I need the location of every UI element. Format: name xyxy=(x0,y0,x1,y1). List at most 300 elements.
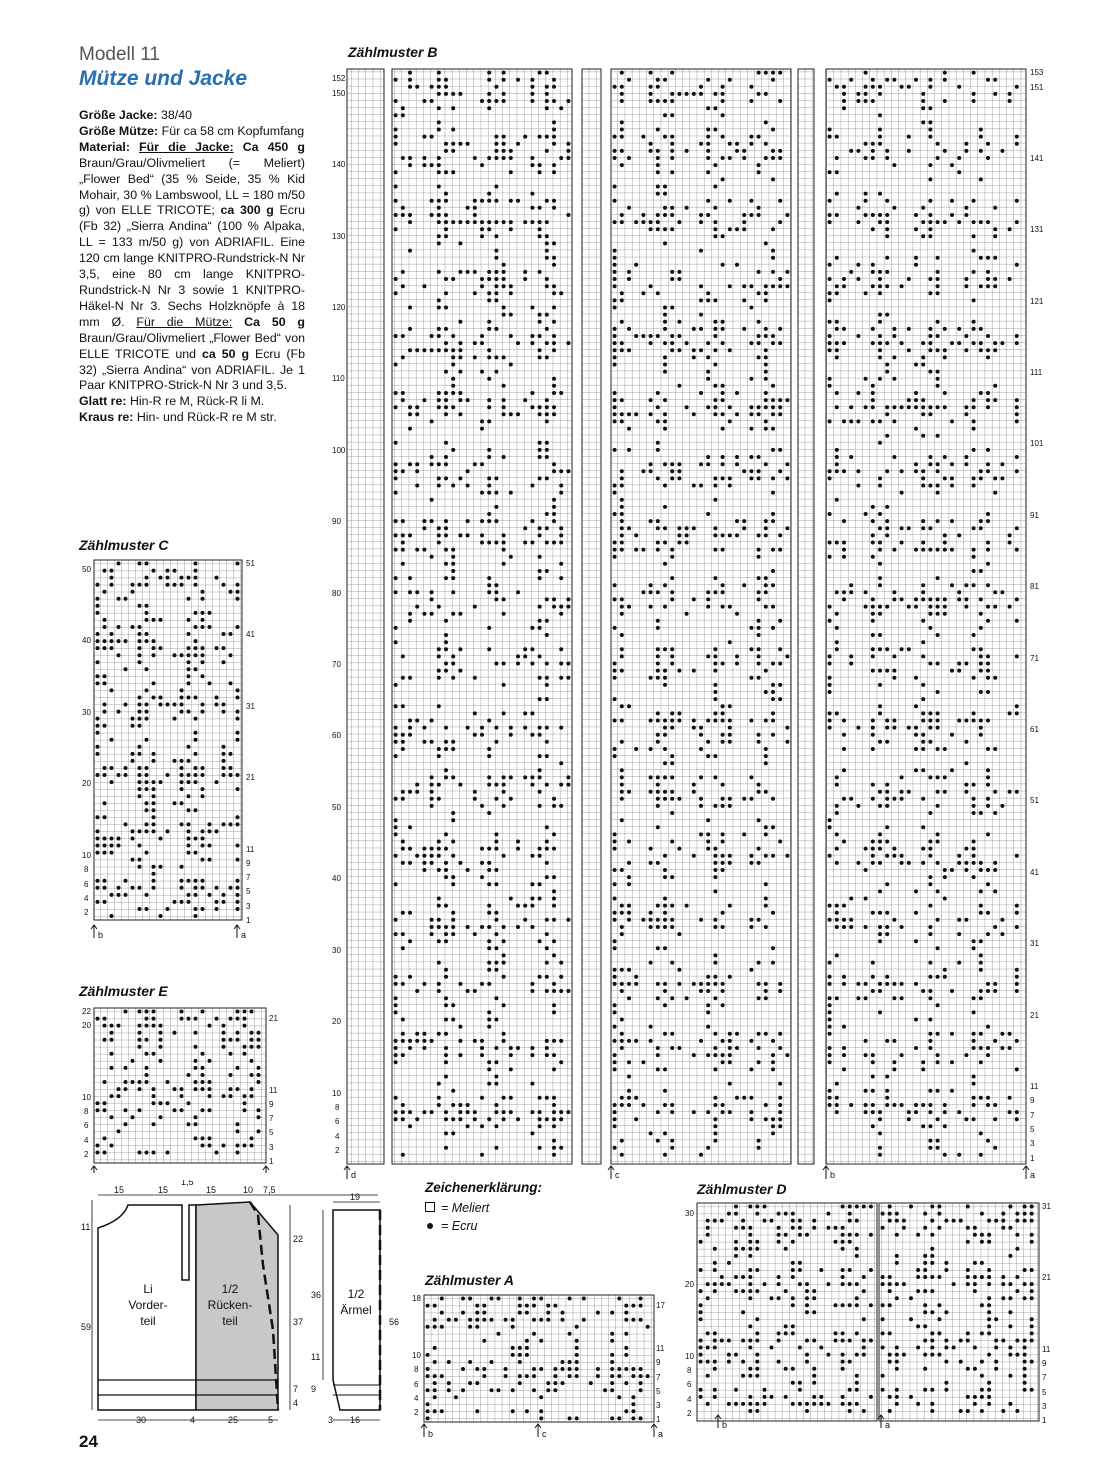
stitch-dot xyxy=(430,719,434,723)
stitch-dot xyxy=(856,99,860,103)
stitch-dot xyxy=(835,498,839,502)
stitch-dot xyxy=(426,1416,430,1420)
stitch-dot xyxy=(1008,605,1012,609)
stitch-dot xyxy=(552,263,556,267)
stitch-dot xyxy=(928,989,932,993)
stitch-dot xyxy=(236,731,240,735)
stitch-dot xyxy=(757,1139,761,1143)
stitch-dot xyxy=(559,291,563,295)
stitch-dot xyxy=(194,731,198,735)
stitch-dot xyxy=(928,220,932,224)
stitch-dot xyxy=(415,854,419,858)
stitch-dot xyxy=(972,875,976,879)
stitch-dot xyxy=(494,142,498,146)
stitch-dot xyxy=(451,1117,455,1121)
garment-schematic xyxy=(78,1180,418,1430)
stitch-dot xyxy=(980,1395,984,1399)
stitch-dot xyxy=(749,405,753,409)
stitch-dot xyxy=(194,808,198,812)
stitch-dot xyxy=(964,847,968,851)
stitch-dot xyxy=(138,773,142,777)
stitch-dot xyxy=(713,953,717,957)
stitch-dot xyxy=(993,227,997,231)
stitch-dot xyxy=(892,355,896,359)
stitch-dot xyxy=(437,78,441,82)
stitch-dot xyxy=(159,914,163,918)
stitch-dot xyxy=(487,719,491,723)
stitch-dot xyxy=(771,448,775,452)
stitch-dot xyxy=(138,696,142,700)
stitch-dot xyxy=(440,1374,444,1378)
stitch-dot xyxy=(656,448,660,452)
stitch-dot xyxy=(394,533,398,537)
stitch-dot xyxy=(620,797,624,801)
stitch-dot xyxy=(871,961,875,965)
stitch-dot xyxy=(964,455,968,459)
stitch-dot xyxy=(777,1226,781,1230)
stitch-dot xyxy=(401,932,405,936)
stitch-dot xyxy=(749,1117,753,1121)
stitch-dot xyxy=(957,861,961,865)
stitch-dot xyxy=(525,1311,529,1315)
stitch-dot xyxy=(208,1094,212,1098)
tick-label: 7 xyxy=(1042,1373,1047,1382)
stitch-dot xyxy=(201,710,205,714)
stitch-dot xyxy=(828,996,832,1000)
stitch-dot xyxy=(721,1053,725,1057)
stitch-dot xyxy=(1015,1289,1019,1293)
stitch-dot xyxy=(408,1110,412,1114)
stitch-dot xyxy=(936,142,940,146)
stitch-dot xyxy=(950,1089,954,1093)
stitch-dot xyxy=(215,1017,219,1021)
stitch-dot xyxy=(545,441,549,445)
stitch-dot xyxy=(401,156,405,160)
stitch-dot xyxy=(828,690,832,694)
stitch-dot xyxy=(964,740,968,744)
stitch-dot xyxy=(124,1080,128,1084)
stitch-dot xyxy=(923,1275,927,1279)
stitch-dot xyxy=(509,1067,513,1071)
stitch-dot xyxy=(145,907,149,911)
stitch-dot xyxy=(864,192,868,196)
stitch-dot xyxy=(993,925,997,929)
stitch-dot xyxy=(208,844,212,848)
stitch-dot xyxy=(458,220,462,224)
stitch-dot xyxy=(798,1388,802,1392)
stitch-dot xyxy=(473,156,477,160)
stitch-dot xyxy=(620,85,624,89)
stitch-dot xyxy=(454,1318,458,1322)
stitch-dot xyxy=(835,783,839,787)
stitch-dot xyxy=(394,441,398,445)
stitch-dot xyxy=(937,1303,941,1307)
stitch-dot xyxy=(986,1053,990,1057)
stitch-dot xyxy=(878,583,882,587)
stitch-dot xyxy=(777,1212,781,1216)
stitch-dot xyxy=(900,982,904,986)
stitch-dot xyxy=(96,745,100,749)
stitch-dot xyxy=(885,790,889,794)
stitch-dot xyxy=(928,85,932,89)
stitch-dot xyxy=(1015,1067,1019,1071)
legend-meliert: = Meliert xyxy=(425,1201,542,1215)
stitch-dot xyxy=(755,1240,759,1244)
stitch-dot xyxy=(959,1339,963,1343)
stitch-dot xyxy=(613,669,617,673)
stitch-dot xyxy=(173,759,177,763)
stitch-dot xyxy=(145,1017,149,1021)
stitch-dot xyxy=(426,1367,430,1371)
stitch-dot xyxy=(487,576,491,580)
dim-label: 11 xyxy=(81,1222,91,1232)
stitch-dot xyxy=(415,1039,419,1043)
stitch-dot xyxy=(677,476,681,480)
stitch-dot xyxy=(236,1087,240,1091)
stitch-dot xyxy=(885,840,889,844)
stitch-dot xyxy=(721,135,725,139)
stitch-dot xyxy=(509,733,513,737)
stitch-dot xyxy=(878,377,882,381)
stitch-dot xyxy=(603,1388,607,1392)
stitch-dot xyxy=(828,1089,832,1093)
stitch-dot xyxy=(964,783,968,787)
stitch-dot xyxy=(881,1303,885,1307)
stitch-dot xyxy=(159,618,163,622)
stitch-dot xyxy=(444,847,448,851)
stitch-dot xyxy=(848,1282,852,1286)
stitch-dot xyxy=(670,348,674,352)
stitch-dot xyxy=(656,1139,660,1143)
stitch-dot xyxy=(771,412,775,416)
stitch-dot xyxy=(222,1024,226,1028)
stitch-dot xyxy=(401,334,405,338)
stitch-dot xyxy=(502,263,506,267)
stitch-dot xyxy=(928,882,932,886)
stitch-dot xyxy=(613,149,617,153)
stitch-dot xyxy=(757,135,761,139)
stitch-dot xyxy=(734,1388,738,1392)
stitch-dot xyxy=(972,320,976,324)
stitch-dot xyxy=(482,1374,486,1378)
stitch-dot xyxy=(663,462,667,466)
stitch-dot xyxy=(784,1331,788,1335)
stitch-dot xyxy=(509,363,513,367)
stitch-dot xyxy=(511,1409,515,1413)
stitch-dot xyxy=(885,719,889,723)
stitch-dot xyxy=(957,156,961,160)
stitch-dot xyxy=(408,733,412,737)
stitch-dot xyxy=(497,1388,501,1392)
stitch-dot xyxy=(222,745,226,749)
stitch-dot xyxy=(523,711,527,715)
stitch-dot xyxy=(763,1205,767,1209)
stitch-dot xyxy=(778,220,782,224)
stitch-dot xyxy=(497,1332,501,1336)
stitch-dot xyxy=(914,78,918,82)
stitch-dot xyxy=(928,177,932,181)
stitch-dot xyxy=(451,569,455,573)
stitch-dot xyxy=(950,548,954,552)
stitch-dot xyxy=(422,982,426,986)
stitch-dot xyxy=(871,847,875,851)
stitch-dot xyxy=(401,548,405,552)
stitch-dot xyxy=(777,1296,781,1300)
stitch-dot xyxy=(502,71,506,75)
stitch-dot xyxy=(458,647,462,651)
stitch-dot xyxy=(634,548,638,552)
stitch-dot xyxy=(936,370,940,374)
stitch-dot xyxy=(523,647,527,651)
stitch-dot xyxy=(763,1219,767,1223)
stitch-dot xyxy=(757,455,761,459)
stitch-dot xyxy=(936,1139,940,1143)
stitch-dot xyxy=(426,1353,430,1357)
stitch-dot xyxy=(394,996,398,1000)
pattern-description: Größe Jacke: 38/40 Größe Mütze: Für ca 58 cm Kopfumfang Material: Für die Jacke: Ca 450 g Braun/Grau/Olivmeliert (= Meliert) „Flower Bed“ (35 % Seide, 35 % Kid Mohair, 30 % Lambswool, LL = 180 m/50 g) von ELLE TRICOTE; ca 300 g Ecru (Fb 32) „Sierra Andina“ (100 % Alpaka, LL = 133 m/50 g) von ADRIAFIL. Eine 120 cm lange KNITPRO-Rundstrick-N Nr 3,5, eine 80 cm lange KNITPRO-Rundstrick-N Nr 3 sowie 1 KNITPRO-Häkel-N Nr 3. Sechs Holzknöpfe à 18 mm Ø. Für die Mütze: Ca 50 g Braun/Grau/Olivmeliert „Flower Bed“ von ELLE TRICOTE und ca 50 g Ecru (Fb 32) „Sierra Andina“ von ADRIAFIL. Je 1 Paar KNITPRO-Strick-N Nr 3 und 3,5. Glatt re: Hin-R re M, Rück-R li M. Kraus re: Hin- und Rück-R re M str. xyxy=(79,108,305,425)
stitch-dot xyxy=(943,1103,947,1107)
stitch-dot xyxy=(986,654,990,658)
stitch-dot xyxy=(828,291,832,295)
stitch-dot xyxy=(613,412,617,416)
stitch-dot xyxy=(487,946,491,950)
stitch-dot xyxy=(692,327,696,331)
stitch-dot xyxy=(864,405,868,409)
stitch-dot xyxy=(878,484,882,488)
stitch-dot xyxy=(433,1388,437,1392)
stitch-dot xyxy=(670,548,674,552)
stitch-dot xyxy=(208,829,212,833)
stitch-dot xyxy=(943,391,947,395)
stitch-dot xyxy=(494,1082,498,1086)
dim-label: 7 xyxy=(293,1384,299,1394)
stitch-dot xyxy=(422,156,426,160)
stitch-dot xyxy=(437,939,441,943)
stitch-dot xyxy=(685,904,689,908)
stitch-dot xyxy=(620,868,624,872)
stitch-dot xyxy=(394,726,398,730)
stitch-dot xyxy=(1015,704,1019,708)
stitch-dot xyxy=(986,1139,990,1143)
stitch-dot xyxy=(928,840,932,844)
stitch-dot xyxy=(663,790,667,794)
stitch-dot xyxy=(1000,918,1004,922)
stitch-dot xyxy=(620,654,624,658)
stitch-dot xyxy=(437,1103,441,1107)
stitch-dot xyxy=(152,1017,156,1021)
stitch-dot xyxy=(509,291,513,295)
stitch-dot xyxy=(835,612,839,616)
tick-label: 9 xyxy=(1030,1096,1035,1105)
stitch-dot xyxy=(215,1151,219,1155)
stitch-dot xyxy=(966,1395,970,1399)
stitch-dot xyxy=(993,78,997,82)
stitch-dot xyxy=(110,1144,114,1148)
stitch-dot xyxy=(545,512,549,516)
stitch-dot xyxy=(487,491,491,495)
stitch-dot xyxy=(892,654,896,658)
stitch-dot xyxy=(458,92,462,96)
dim-label: 11 xyxy=(311,1352,321,1362)
stitch-dot xyxy=(494,249,498,253)
stitch-dot xyxy=(986,156,990,160)
stitch-dot xyxy=(685,526,689,530)
stitch-dot xyxy=(494,491,498,495)
stitch-dot xyxy=(878,804,882,808)
stitch-dot xyxy=(124,1010,128,1014)
stitch-dot xyxy=(721,797,725,801)
stitch-dot xyxy=(757,633,761,637)
stitch-dot xyxy=(194,717,198,721)
stitch-dot xyxy=(663,562,667,566)
stitch-dot xyxy=(229,822,233,826)
stitch-dot xyxy=(487,775,491,779)
stitch-dot xyxy=(764,462,768,466)
stitch-dot xyxy=(748,1226,752,1230)
stitch-dot xyxy=(516,412,520,416)
stitch-dot xyxy=(538,448,542,452)
stitch-dot xyxy=(257,1066,261,1070)
stitch-dot xyxy=(842,469,846,473)
stitch-dot xyxy=(914,227,918,231)
stitch-dot xyxy=(943,476,947,480)
stitch-dot xyxy=(735,391,739,395)
stitch-dot xyxy=(728,975,732,979)
stitch-dot xyxy=(394,975,398,979)
stitch-dot xyxy=(480,804,484,808)
stitch-dot xyxy=(110,893,114,897)
stitch-dot xyxy=(923,1303,927,1307)
stitch-dot xyxy=(110,780,114,784)
stitch-dot xyxy=(502,541,506,545)
stitch-dot xyxy=(706,1233,710,1237)
stitch-dot xyxy=(721,234,725,238)
stitch-dot xyxy=(784,1367,788,1371)
stitch-dot xyxy=(692,526,696,530)
stitch-dot xyxy=(401,533,405,537)
stitch-dot xyxy=(856,996,860,1000)
stitch-dot xyxy=(936,377,940,381)
stitch-dot xyxy=(480,334,484,338)
stitch-dot xyxy=(649,747,653,751)
stitch-dot xyxy=(973,1282,977,1286)
stitch-dot xyxy=(145,611,149,615)
stitch-dot xyxy=(401,1018,405,1022)
stitch-dot xyxy=(620,484,624,488)
stitch-dot xyxy=(957,327,961,331)
stitch-dot xyxy=(828,320,832,324)
stitch-dot xyxy=(987,1402,991,1406)
stitch-dot xyxy=(243,1094,247,1098)
stitch-dot xyxy=(957,220,961,224)
stitch-dot xyxy=(649,398,653,402)
stitch-dot xyxy=(430,597,434,601)
stitch-dot xyxy=(394,548,398,552)
stitch-dot xyxy=(771,548,775,552)
stitch-dot xyxy=(1023,1360,1027,1364)
stitch-dot xyxy=(408,726,412,730)
tick-label: 8 xyxy=(414,1365,419,1374)
stitch-dot xyxy=(921,434,925,438)
stitch-dot xyxy=(631,1395,635,1399)
stitch-dot xyxy=(494,519,498,523)
stitch-dot xyxy=(855,1353,859,1357)
stitch-dot xyxy=(487,783,491,787)
stitch-dot xyxy=(900,469,904,473)
stitch-dot xyxy=(440,1325,444,1329)
stitch-dot xyxy=(145,688,149,692)
stitch-dot xyxy=(771,249,775,253)
stitch-dot xyxy=(936,576,940,580)
stitch-dot xyxy=(986,804,990,808)
stitch-dot xyxy=(538,135,542,139)
stitch-dot xyxy=(871,1060,875,1064)
stitch-dot xyxy=(907,398,911,402)
stitch-dot xyxy=(451,128,455,132)
stitch-dot xyxy=(881,1317,885,1321)
stitch-dot xyxy=(613,135,617,139)
stitch-dot xyxy=(692,726,696,730)
stitch-dot xyxy=(1023,1212,1027,1216)
stitch-dot xyxy=(559,156,563,160)
stitch-dot xyxy=(649,220,653,224)
stitch-dot xyxy=(401,982,405,986)
stitch-dot xyxy=(656,669,660,673)
stitch-dot xyxy=(494,932,498,936)
stitch-dot xyxy=(627,840,631,844)
stitch-dot xyxy=(187,618,191,622)
stitch-dot xyxy=(871,405,875,409)
stitch-dot xyxy=(878,989,882,993)
stitch-dot xyxy=(426,1325,430,1329)
stitch-dot xyxy=(778,405,782,409)
stitch-dot xyxy=(502,1003,506,1007)
tick-label: 11 xyxy=(269,1086,278,1095)
stitch-dot xyxy=(878,476,882,480)
stitch-dot xyxy=(885,220,889,224)
stitch-dot xyxy=(986,277,990,281)
stitch-dot xyxy=(487,982,491,986)
stitch-dot xyxy=(888,1289,892,1293)
stitch-dot xyxy=(656,861,660,865)
stitch-dot xyxy=(721,455,725,459)
stitch-dot xyxy=(757,626,761,630)
stitch-dot xyxy=(437,156,441,160)
stitch-dot xyxy=(437,847,441,851)
stitch-dot xyxy=(422,1032,426,1036)
stitch-dot xyxy=(878,740,882,744)
stitch-dot xyxy=(494,1124,498,1128)
stitch-dot xyxy=(721,427,725,431)
stitch-dot xyxy=(627,861,631,865)
stitch-dot xyxy=(885,234,889,238)
stitch-dot xyxy=(771,825,775,829)
stitch-dot xyxy=(699,726,703,730)
stitch-dot xyxy=(748,1205,752,1209)
stitch-dot xyxy=(798,1233,802,1237)
stitch-dot xyxy=(699,989,703,993)
stitch-dot xyxy=(966,1226,970,1230)
stitch-dot xyxy=(885,1089,889,1093)
stitch-dot xyxy=(552,897,556,901)
stitch-dot xyxy=(855,1205,859,1209)
stitch-dot xyxy=(444,576,448,580)
stitch-dot xyxy=(437,85,441,89)
stitch-dot xyxy=(979,889,983,893)
tick-label: 41 xyxy=(246,630,255,639)
stitch-dot xyxy=(1000,462,1004,466)
stitch-dot xyxy=(907,1110,911,1114)
